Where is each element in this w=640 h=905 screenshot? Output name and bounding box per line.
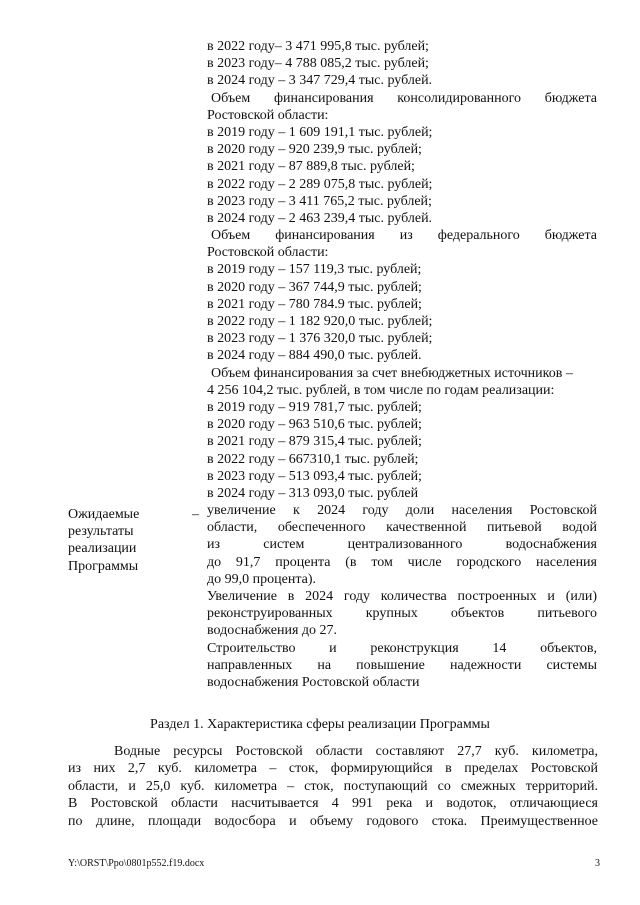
financing-line: в 2023 году– 4 788 085,2 тыс. рублей;	[207, 56, 429, 72]
financing-line: в 2020 году – 963 510,6 тыс. рублей;	[207, 417, 422, 433]
results-label	[68, 506, 178, 575]
financing-line: в 2024 году – 2 463 239,4 тыс. рублей.	[207, 210, 433, 226]
results-label-line: результаты	[68, 524, 134, 540]
body-line: из них 2,7 куб. километра – сток, формирующийся в пределах Ростовской	[68, 761, 598, 777]
financing-line: в 2022 году – 2 289 075,8 тыс. рублей;	[207, 176, 433, 192]
financing-line: Объем финансирования консолидированного бюджета	[211, 90, 597, 106]
financing-line: в 2021 году – 879 315,4 тыс. рублей;	[207, 434, 422, 450]
financing-line: в 2019 году – 157 119,3 тыс. рублей;	[207, 262, 422, 278]
results-line: направленных на повышение надежности системы	[207, 657, 597, 673]
financing-line: Ростовской области:	[207, 245, 329, 261]
results-line: увеличение к 2024 году доли населения Ростовской	[207, 503, 597, 519]
financing-line: в 2019 году – 1 609 191,1 тыс. рублей;	[207, 124, 433, 140]
results-line: водоснабжения Ростовской области	[207, 674, 420, 690]
body-line: Водные ресурсы Ростовской области составляют 27,7 куб. километра,	[114, 744, 598, 759]
financing-line: в 2024 году – 884 490,0 тыс. рублей.	[207, 348, 422, 364]
financing-line: в 2021 году – 780 784.9 тыс. рублей;	[207, 296, 422, 312]
financing-line: в 2024 году – 313 093,0 тыс. рублей	[207, 485, 419, 501]
financing-line: в 2023 году – 3 411 765,2 тыс. рублей;	[207, 193, 432, 209]
financing-line: в 2021 году – 87 889,8 тыс. рублей;	[207, 159, 415, 175]
financing-line: 4 256 104,2 тыс. рублей, в том числе по годам реализации:	[207, 382, 555, 398]
results-line: области, обеспеченного качественной питьевой водой	[207, 520, 597, 536]
results-line: до 91,7 процента (в том числе городского населения	[207, 554, 597, 570]
financing-line: в 2023 году – 513 093,4 тыс. рублей;	[207, 468, 422, 484]
results-label-line: Ожидаемые	[68, 507, 140, 522]
results-line: водоснабжения до 27.	[207, 623, 338, 639]
results-text	[207, 502, 597, 691]
results-dash: –	[192, 507, 199, 522]
results-label-line: реализации	[68, 541, 137, 557]
financing-line: в 2024 году – 3 347 729,4 тыс. рублей.	[207, 73, 433, 89]
results-line: реконструированных крупных объектов питьевого	[207, 606, 597, 622]
financing-line: в 2023 году – 1 376 320,0 тыс. рублей;	[207, 331, 433, 347]
financing-line: в 2022 году– 3 471 995,8 тыс. рублей;	[207, 39, 429, 54]
results-line: из систем централизованного водоснабжения	[207, 537, 597, 553]
financing-line: в 2022 году – 667310,1 тыс. рублей;	[207, 451, 419, 467]
financing-line: Объем финансирования из федерального бюджета	[211, 228, 597, 244]
financing-block	[207, 38, 597, 691]
financing-line: в 2019 году – 919 781,7 тыс. рублей;	[207, 399, 422, 415]
financing-line: в 2020 году – 920 239,9 тыс. рублей;	[207, 142, 422, 158]
section-body	[68, 743, 598, 830]
section-heading: Раздел 1. Характеристика сферы реализации Программы	[150, 717, 490, 732]
financing-line: Объем финансирования за счет внебюджетных источников –	[211, 365, 573, 381]
results-line: Увеличение в 2024 году количества построенных и (или)	[207, 589, 597, 604]
results-label-line: Программы	[68, 558, 139, 574]
body-line: области, и 25,0 куб. километра – сток, поступающий со смежных территорий.	[68, 778, 598, 794]
results-line: Строительство и реконструкция 14 объектов,	[207, 640, 597, 656]
results-line: до 99,0 процента).	[207, 571, 316, 587]
body-line: по длине, площади водосбора и объему годового стока. Преимущественное	[68, 813, 598, 829]
page-number: 3	[595, 858, 600, 869]
financing-line: Ростовской области:	[207, 107, 329, 123]
financing-line: в 2022 году – 1 182 920,0 тыс. рублей;	[207, 314, 433, 329]
body-line: В Ростовской области насчитывается 4 991 река и водоток, отличающиеся	[68, 796, 598, 812]
financing-line: в 2020 году – 367 744,9 тыс. рублей;	[207, 279, 422, 295]
footer-file-path: Y:\ORST\Ppo\0801p552.f19.docx	[68, 858, 205, 869]
